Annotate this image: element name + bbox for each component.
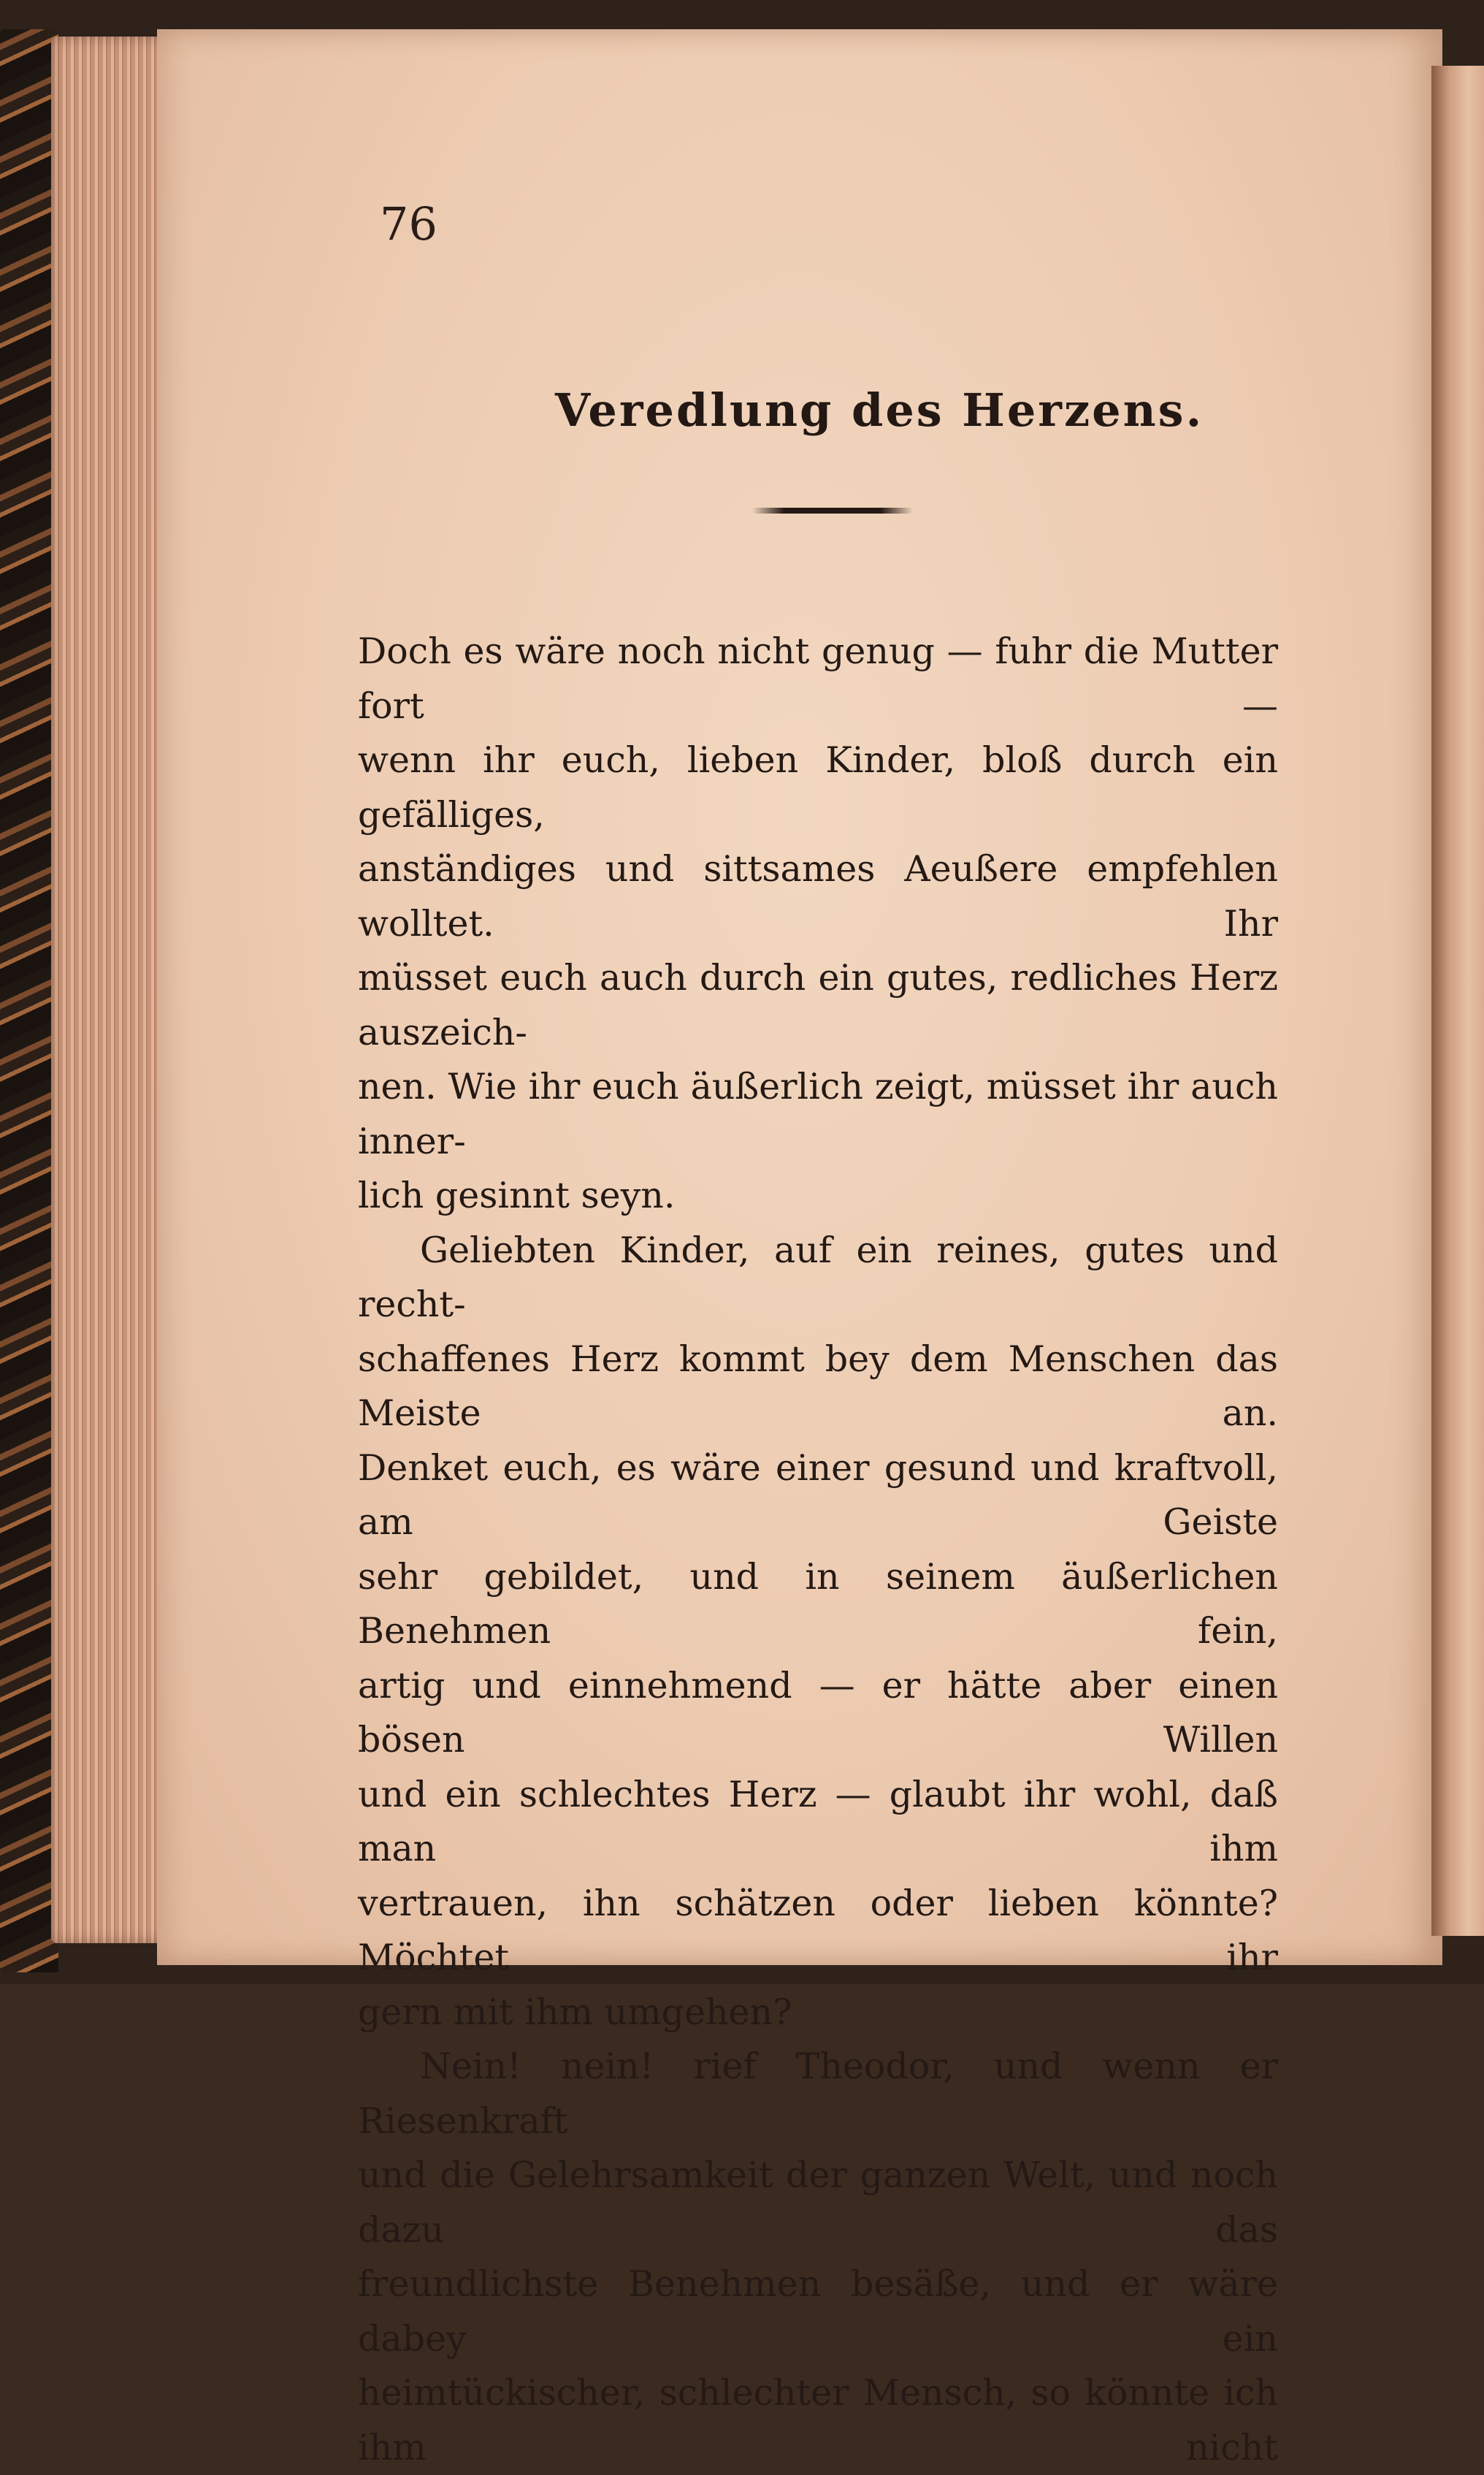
text-line: und die Gelehrsamkeit der ganzen Welt, und noch dazu das (358, 2154, 1278, 2251)
text-line: Doch es wäre noch nicht genug — fuhr die Mutter fort — (358, 630, 1278, 727)
text-line: nen. Wie ihr euch äußerlich zeigt, müsset ihr auch inner- (358, 1066, 1278, 1162)
text-line: heimtückischer, schlechter Mensch, so könnte ich ihm nicht (358, 2372, 1278, 2468)
text-line: lich gesinnt seyn. (358, 1175, 676, 1216)
text-line: wenn ihr euch, lieben Kinder, bloß durch ein gefälliges, (358, 739, 1278, 836)
facing-page-edge (1431, 66, 1484, 1936)
text-line: vertrauen, ihn schätzen oder lieben könnte? Möchtet ihr (358, 1882, 1278, 1978)
text-line: schaffenes Herz kommt bey dem Menschen das Meiste an. (358, 1338, 1278, 1434)
page-number: 76 (380, 197, 437, 251)
text-line: müsset euch auch durch ein gutes, redliches Herz auszeich- (358, 957, 1278, 1053)
text-line: Nein! nein! rief Theodor, und wenn er Riesenkraft (358, 2045, 1278, 2142)
title-divider (752, 508, 913, 514)
text-line: anständiges und sittsames Aeußere empfehlen wolltet. Ihr (358, 848, 1278, 945)
body-text (358, 625, 1278, 2475)
chapter-title: Veredlung des Herzens. (555, 384, 1204, 437)
text-line: sehr gebildet, und in seinem äußerlichen Benehmen fein, (358, 1555, 1278, 1652)
text-line: freundlichste Benehmen besäße, und er wäre dabey ein (358, 2263, 1278, 2360)
book-cover (0, 29, 58, 1972)
text-line: und ein schlechtes Herz — glaubt ihr wohl, daß man ihm (358, 1773, 1278, 1869)
text-line: Denket euch, es wäre einer gesund und kraftvoll, am Geiste (358, 1446, 1278, 1543)
text-line: artig und einnehmend — er hätte aber einen bösen Willen (358, 1664, 1278, 1761)
text-line: gern mit ihm umgehen? (358, 1991, 792, 2033)
text-line: Geliebten Kinder, auf ein reines, gutes und recht- (358, 1229, 1278, 1325)
